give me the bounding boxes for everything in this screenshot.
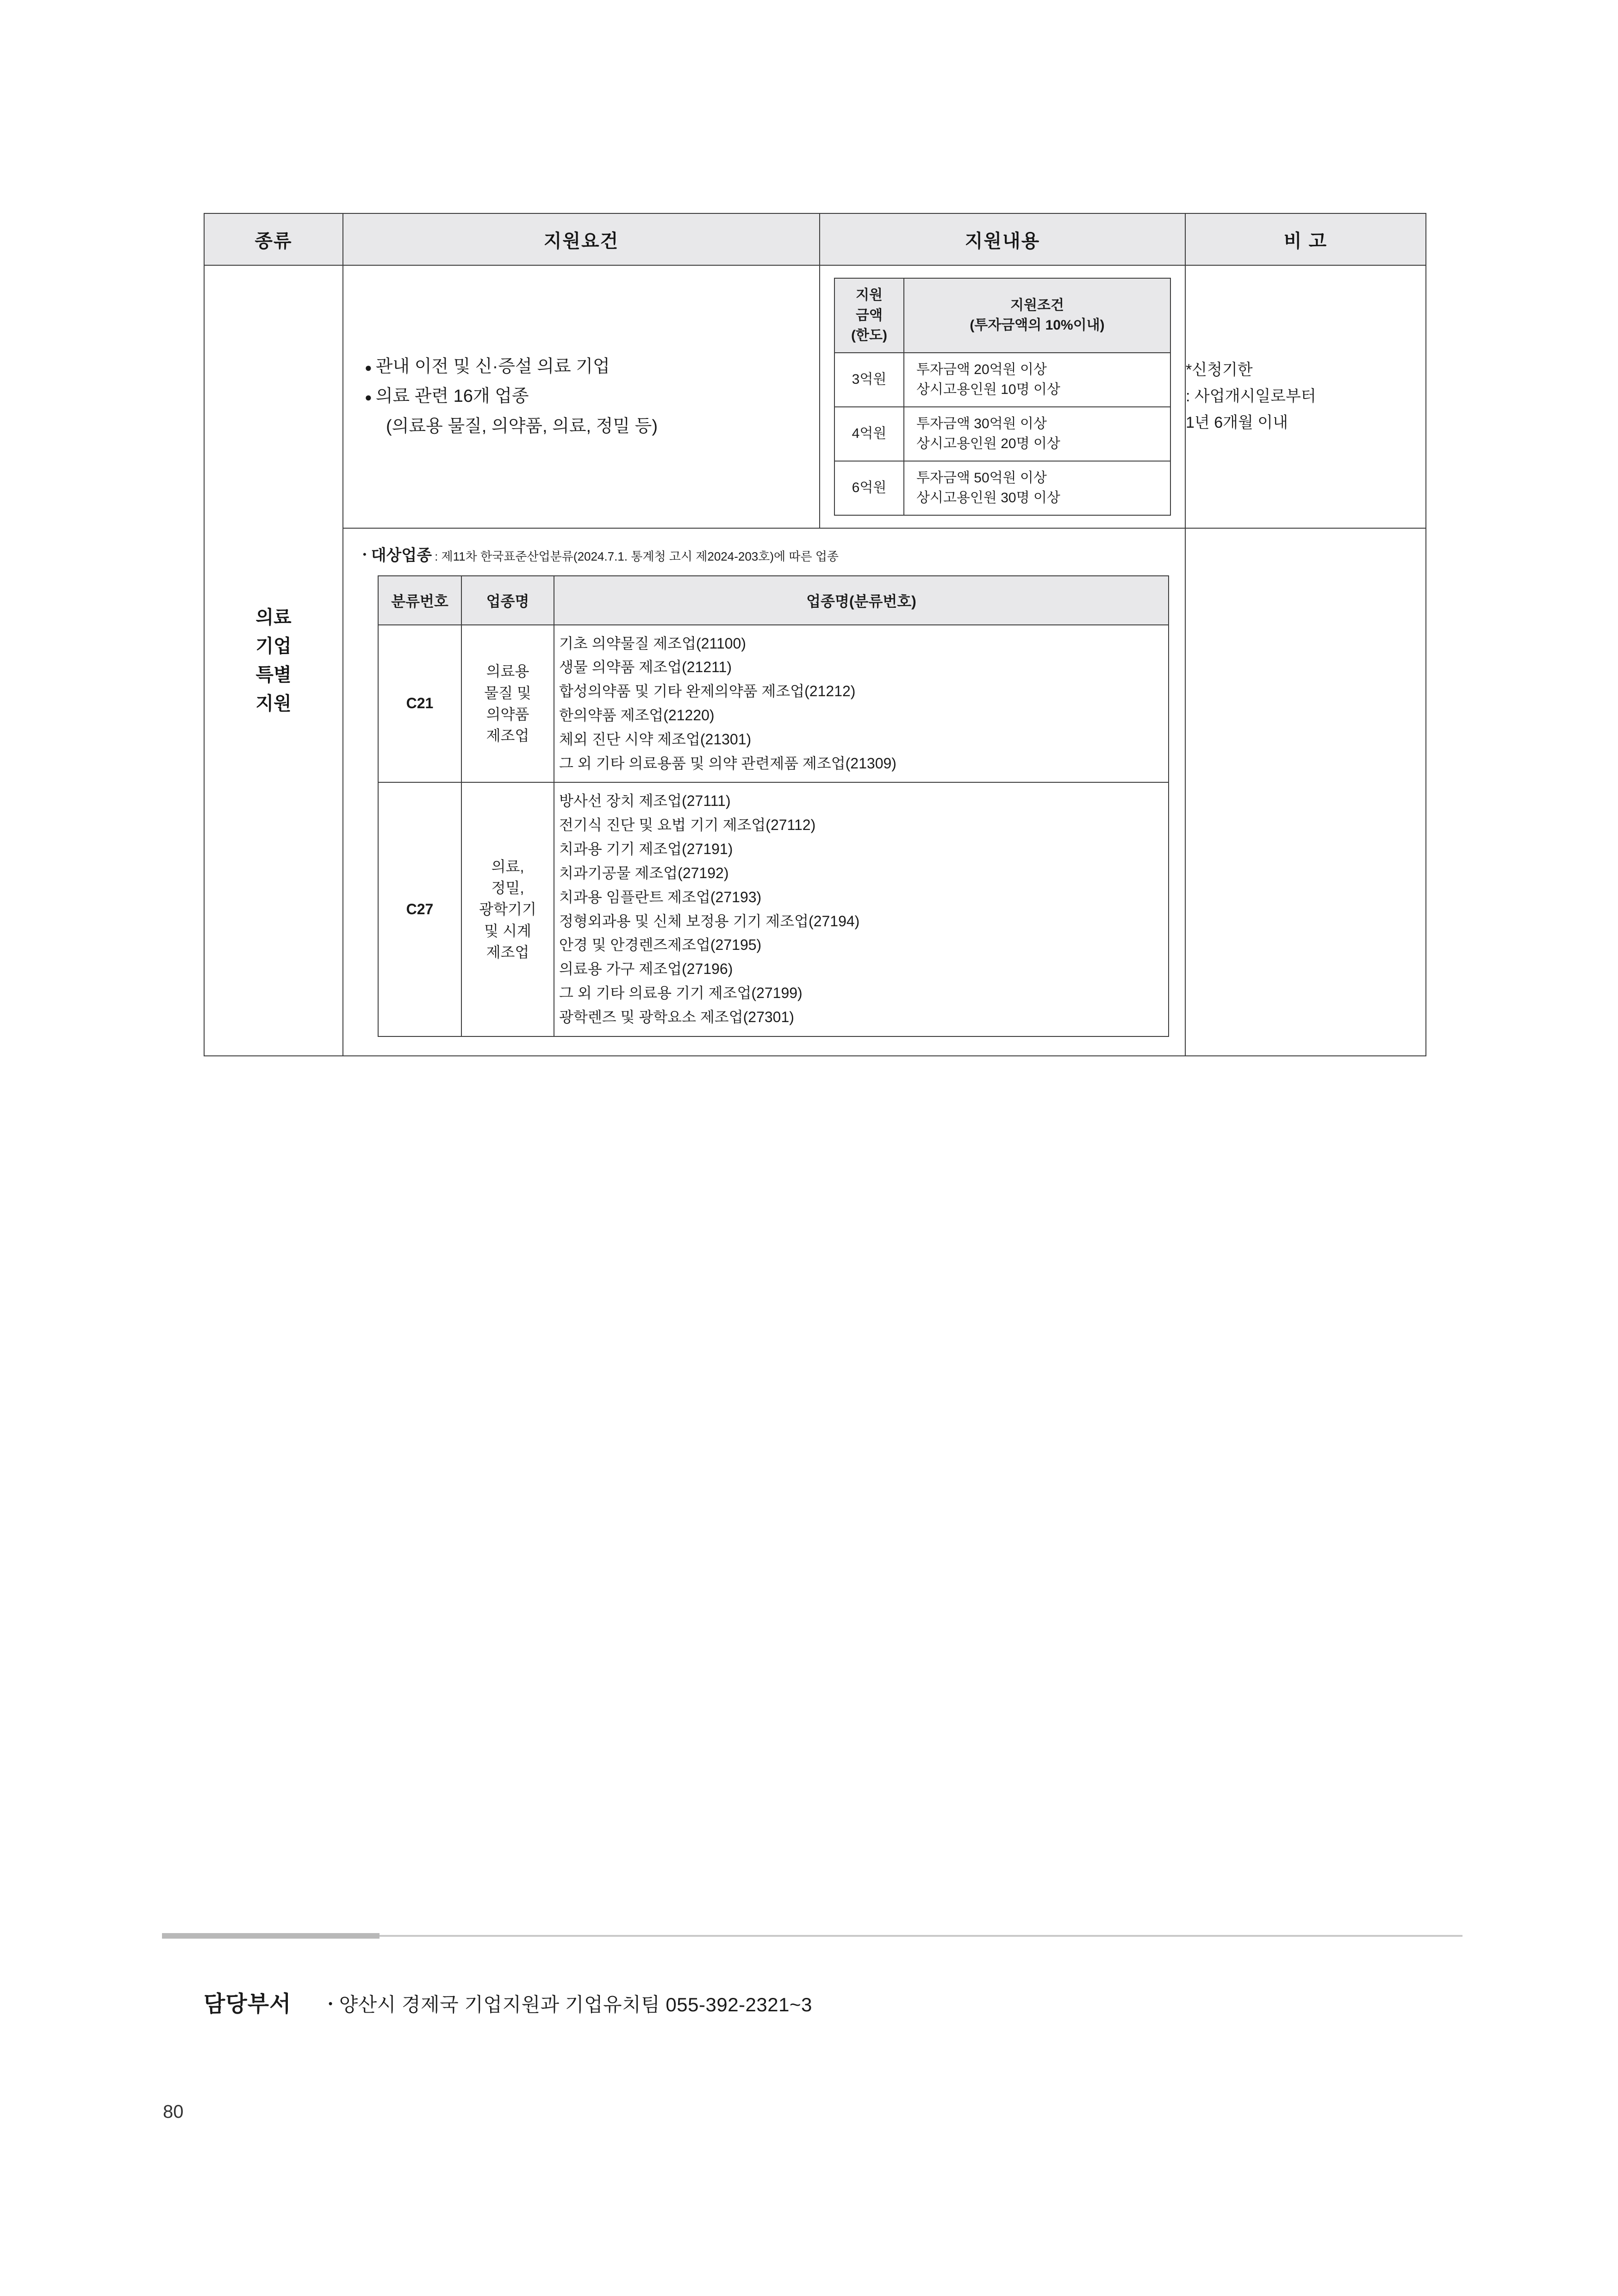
requirement-item <box>365 352 801 382</box>
requirement-text-2: 의료 관련 16개 업종 <box>375 387 529 406</box>
footer-divider-accent <box>162 1933 380 1939</box>
table-row <box>204 528 1426 1056</box>
department-row <box>204 1986 812 2018</box>
kind-label-l4: 지원 <box>255 693 292 714</box>
kind-label-l1: 의료 <box>255 607 292 628</box>
industry-code-table <box>378 575 1169 1037</box>
condition-line-1: 투자금액 50억원 이상 <box>916 470 1047 486</box>
condition-line-2: 상시고용인원 10명 이상 <box>916 382 1060 397</box>
amount-value: 6억원 <box>834 461 904 515</box>
note-line-1: *신청기한 <box>1186 361 1253 379</box>
department-contact: 양산시 경제국 기업지원과 기업유치팀 055-392-2321~3 <box>339 1994 812 2015</box>
list-item: 치과기공물 제조업(27192) <box>559 864 729 881</box>
industry-header-list: 업종명(분류번호) <box>554 576 1169 625</box>
kind-label-l2: 기업 <box>255 636 292 656</box>
amount-value: 4억원 <box>834 407 904 461</box>
amount-condition <box>904 461 1170 515</box>
note-line-2: : 사업개시일로부터 <box>1186 387 1316 406</box>
industry-name-l1: 의료용 <box>486 663 529 680</box>
industry-name-l4: 제조업 <box>486 727 529 744</box>
table-row <box>834 353 1170 407</box>
amount-header-row <box>834 278 1170 353</box>
table-row <box>378 625 1169 783</box>
amount-header-l3: (한도) <box>851 328 887 343</box>
amount-value: 3억원 <box>834 353 904 407</box>
industry-header-name: 업종명 <box>461 576 554 625</box>
list-item: 정형외과용 및 신체 보정용 기기 제조업(27194) <box>559 912 860 930</box>
table-row <box>834 407 1170 461</box>
industry-cell <box>343 528 1185 1056</box>
list-item: 기초 의약물질 제조업(21100) <box>559 635 746 652</box>
bullet-icon: ● <box>365 390 372 405</box>
condition-line-2: 상시고용인원 20명 이상 <box>916 436 1060 451</box>
list-item: 치과용 임플란트 제조업(27193) <box>559 888 762 905</box>
page-number: 80 <box>163 2102 184 2122</box>
note-cell-empty <box>1185 528 1426 1056</box>
condition-header-l1: 지원조건 <box>1010 297 1064 313</box>
industry-heading <box>359 543 1169 565</box>
bullet-icon: ● <box>365 360 372 374</box>
amount-header <box>834 278 904 353</box>
table-row <box>834 461 1170 515</box>
support-amount-table <box>834 278 1171 516</box>
list-item: 합성의약품 및 기타 완제의약품 제조업(21212) <box>559 683 856 700</box>
industry-subtitle: : 제11차 한국표준산업분류(2024.7.1. 통계청 고시 제2024-203호)에 따른 업종 <box>435 549 839 563</box>
amount-header-l2: 금액 <box>856 307 883 323</box>
kind-label-l3: 특별 <box>255 664 292 685</box>
list-item: 그 외 기타 의료용품 및 의약 관련제품 제조업(21309) <box>559 755 896 772</box>
list-item: 안경 및 안경렌즈제조업(27195) <box>559 936 762 954</box>
industry-name <box>461 782 554 1036</box>
condition-line-2: 상시고용인원 30명 이상 <box>916 490 1060 505</box>
condition-header-l2: (투자금액의 10%이내) <box>970 318 1105 333</box>
amount-condition <box>904 353 1170 407</box>
list-item: 광학렌즈 및 광학요소 제조업(27301) <box>559 1008 794 1025</box>
condition-line-1: 투자금액 20억원 이상 <box>916 362 1047 377</box>
list-item: 의료용 가구 제조업(27196) <box>559 961 733 978</box>
industry-name-l2: 물질 및 <box>484 684 531 701</box>
list-item: 전기식 진단 및 요법 기기 제조업(27112) <box>559 817 816 834</box>
industry-name-l3: 의약품 <box>486 705 529 723</box>
list-item: 방사선 장치 제조업(27111) <box>559 792 731 810</box>
industry-name-l5: 제조업 <box>486 944 529 961</box>
amount-condition <box>904 407 1170 461</box>
bullet-icon: • <box>328 1997 333 2010</box>
support-program-table <box>204 213 1426 1056</box>
industry-code: C21 <box>378 625 461 783</box>
list-item: 생물 의약품 제조업(21211) <box>559 659 732 676</box>
support-details-cell <box>820 265 1185 528</box>
table-row <box>204 265 1426 528</box>
list-item: 체외 진단 시약 제조업(21301) <box>559 730 752 748</box>
list-item: 한의약품 제조업(21220) <box>559 706 715 724</box>
condition-header <box>904 278 1170 353</box>
industry-name-l2: 정밀, <box>491 880 524 897</box>
bullet-icon: • <box>363 548 367 560</box>
requirement-subtext: (의료용 물질, 의약품, 의료, 정밀 등) <box>386 417 658 437</box>
industry-name <box>461 625 554 783</box>
header-details: 지원내용 <box>820 213 1185 265</box>
industry-header-row <box>378 576 1169 625</box>
table-header-row <box>204 213 1426 265</box>
department-label: 담당부서 <box>204 1992 292 2016</box>
header-note: 비 고 <box>1185 213 1426 265</box>
condition-line-1: 투자금액 30억원 이상 <box>916 416 1047 431</box>
industry-header-code: 분류번호 <box>378 576 461 625</box>
industry-item-list <box>554 625 1169 783</box>
header-requirements: 지원요건 <box>343 213 820 265</box>
industry-title: 대상업종 <box>371 546 432 564</box>
list-item: 치과용 기기 제조업(27191) <box>559 841 733 858</box>
note-line-3: 1년 6개월 이내 <box>1186 414 1288 432</box>
kind-cell <box>204 265 343 1056</box>
requirement-item <box>365 381 801 412</box>
industry-name-l4: 및 시계 <box>484 922 531 939</box>
list-item: 그 외 기타 의료용 기기 제조업(27199) <box>559 985 803 1002</box>
industry-name-l1: 의료, <box>491 858 524 875</box>
industry-name-l3: 광학기기 <box>479 901 536 918</box>
industry-item-list <box>554 782 1169 1036</box>
note-cell <box>1185 265 1426 528</box>
requirements-cell <box>343 265 820 528</box>
table-row <box>378 782 1169 1036</box>
industry-code: C27 <box>378 782 461 1036</box>
header-kind: 종류 <box>204 213 343 265</box>
requirement-text-1: 관내 이전 및 신·증설 의료 기업 <box>375 356 610 376</box>
amount-header-l1: 지원 <box>856 287 883 303</box>
